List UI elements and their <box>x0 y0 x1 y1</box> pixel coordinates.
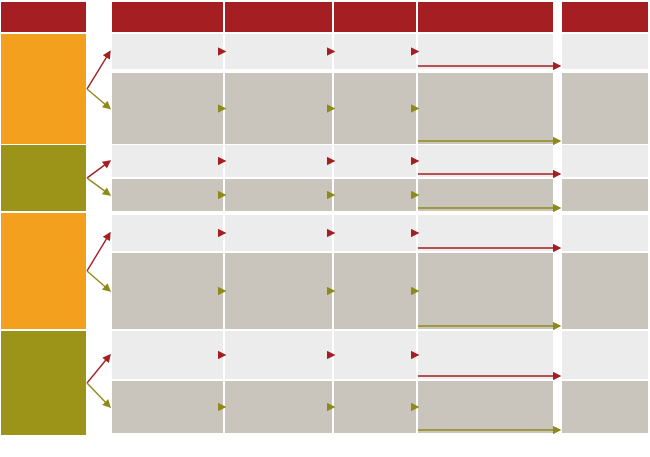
summary-line <box>484 94 488 101</box>
header-main <box>562 2 648 32</box>
jurisdiction-line <box>373 112 377 119</box>
summary-line <box>484 147 488 154</box>
jurisdiction-line <box>373 55 377 62</box>
relevant-cell <box>225 215 332 251</box>
branch-arrow-a <box>87 161 110 178</box>
main-line <box>603 229 607 236</box>
defendant-group-4 <box>1 331 86 435</box>
main-line <box>603 109 607 116</box>
summary-line <box>484 418 488 425</box>
summary-cell <box>418 215 553 251</box>
summary-line <box>484 366 488 373</box>
main-line <box>603 251 607 258</box>
main-line <box>603 359 607 366</box>
jurisdiction-line <box>373 400 377 407</box>
branch-arrow-b <box>87 89 110 109</box>
invalidity-cell <box>112 145 223 177</box>
main-line <box>603 188 607 195</box>
main-line <box>603 396 607 403</box>
summary-cell <box>418 331 553 379</box>
jurisdiction-line <box>373 191 377 198</box>
defendant-group-3 <box>1 213 86 329</box>
jurisdiction-line <box>373 407 377 414</box>
relevant-cell <box>225 34 332 69</box>
summary-cell <box>418 253 553 329</box>
summary-line <box>484 389 488 396</box>
main-line <box>603 123 607 130</box>
main-line <box>603 273 607 280</box>
main-line <box>603 366 607 373</box>
summary-line <box>484 284 488 291</box>
jurisdiction-line <box>373 157 377 164</box>
summary-line <box>484 202 488 209</box>
main-line <box>603 389 607 396</box>
summary-line <box>484 291 488 298</box>
main-line <box>603 295 607 302</box>
summary-cell <box>418 73 553 144</box>
main-cell <box>562 145 648 177</box>
jurisdiction-line <box>373 291 377 298</box>
relevant-cell <box>225 331 332 379</box>
relevant-cell <box>225 145 332 177</box>
main-cell <box>562 381 648 433</box>
jurisdiction-line <box>373 284 377 291</box>
summary-line <box>484 109 488 116</box>
main-cell <box>562 73 648 144</box>
summary-line <box>484 188 488 195</box>
main-line <box>603 137 607 144</box>
relevant-cell <box>225 253 332 329</box>
main-line <box>603 411 607 418</box>
summary-line <box>484 181 488 188</box>
summary-line <box>484 382 488 389</box>
main-line <box>603 94 607 101</box>
main-line <box>603 87 607 94</box>
relevant-cell <box>225 73 332 144</box>
jurisdiction-line <box>373 348 377 355</box>
summary-line <box>484 298 488 305</box>
jurisdiction-cell <box>334 381 416 433</box>
jurisdiction-line <box>373 222 377 229</box>
header-jurisdiction <box>334 2 416 32</box>
summary-line <box>484 337 488 344</box>
summary-line <box>484 48 488 55</box>
summary-line <box>484 396 488 403</box>
main-cell <box>562 215 648 251</box>
jurisdiction-cell <box>334 145 416 177</box>
main-line <box>603 154 607 161</box>
main-line <box>603 309 607 316</box>
main-line <box>603 287 607 294</box>
main-line <box>603 101 607 108</box>
main-line <box>603 80 607 87</box>
jurisdiction-line <box>373 150 377 157</box>
main-cell <box>562 253 648 329</box>
summary-cell <box>418 34 553 69</box>
branch-arrow-a <box>87 233 110 271</box>
main-line <box>603 337 607 344</box>
relevant-cell <box>225 381 332 433</box>
main-line <box>603 382 607 389</box>
summary-line <box>484 373 488 380</box>
jurisdiction-cell <box>334 73 416 144</box>
main-line <box>603 280 607 287</box>
main-line <box>603 130 607 137</box>
main-cell <box>562 331 648 379</box>
summary-line <box>484 195 488 202</box>
summary-cell <box>418 179 553 211</box>
branch-arrow-b <box>87 271 110 291</box>
branch-arrow-a <box>87 52 110 90</box>
main-line <box>603 323 607 330</box>
branch-arrow-b <box>87 178 110 195</box>
jurisdiction-cell <box>334 215 416 251</box>
summary-line <box>484 168 488 175</box>
main-line <box>603 161 607 168</box>
main-line <box>603 403 607 410</box>
header-defendant <box>1 2 86 32</box>
jurisdiction-cell <box>334 253 416 329</box>
jurisdiction-line <box>373 237 377 244</box>
jurisdiction-line <box>373 229 377 236</box>
jurisdiction-line <box>373 199 377 206</box>
main-line <box>603 195 607 202</box>
invalidity-cell <box>112 73 223 144</box>
jurisdiction-line <box>373 41 377 48</box>
invalidity-cell <box>112 381 223 433</box>
jurisdiction-cell <box>334 34 416 69</box>
jurisdiction-line <box>373 98 377 105</box>
summary-line <box>484 359 488 366</box>
summary-line <box>484 229 488 236</box>
summary-line <box>484 344 488 351</box>
jurisdiction-cell <box>334 331 416 379</box>
header-summary <box>418 2 553 32</box>
main-line <box>603 266 607 273</box>
jurisdiction-line <box>373 298 377 305</box>
invalidity-cell <box>112 253 223 329</box>
jurisdiction-line <box>373 355 377 362</box>
summary-line <box>484 277 488 284</box>
branch-arrow-a <box>87 355 110 383</box>
invalidity-cell <box>112 215 223 251</box>
summary-line <box>484 154 488 161</box>
jurisdiction-line <box>373 277 377 284</box>
jurisdiction-cell <box>334 179 416 211</box>
summary-cell <box>418 381 553 433</box>
main-line <box>603 418 607 425</box>
invalidity-cell <box>112 331 223 379</box>
main-line <box>603 73 607 80</box>
main-line <box>603 425 607 432</box>
summary-line <box>484 351 488 358</box>
summary-line <box>484 411 488 418</box>
branch-arrow-b <box>87 383 110 407</box>
invalidity-cell <box>112 179 223 211</box>
defendant-group-2 <box>1 145 86 211</box>
invalidity-cell <box>112 34 223 69</box>
main-line <box>603 259 607 266</box>
jurisdiction-line <box>373 48 377 55</box>
main-line <box>603 302 607 309</box>
relevant-cell <box>225 179 332 211</box>
summary-line <box>484 161 488 168</box>
header-invalidity <box>112 2 223 32</box>
main-line <box>603 316 607 323</box>
summary-line <box>484 403 488 410</box>
main-line <box>603 344 607 351</box>
main-cell <box>562 34 648 69</box>
summary-line <box>484 101 488 108</box>
jurisdiction-line <box>373 184 377 191</box>
summary-line <box>484 330 488 337</box>
header-relevant <box>225 2 332 32</box>
summary-line <box>484 116 488 123</box>
jurisdiction-line <box>373 165 377 172</box>
summary-cell <box>418 145 553 177</box>
defendant-group-1 <box>1 34 86 144</box>
main-cell <box>562 179 648 211</box>
main-line <box>603 48 607 55</box>
main-line <box>603 116 607 123</box>
jurisdiction-line <box>373 105 377 112</box>
summary-line <box>484 425 488 432</box>
main-line <box>603 351 607 358</box>
